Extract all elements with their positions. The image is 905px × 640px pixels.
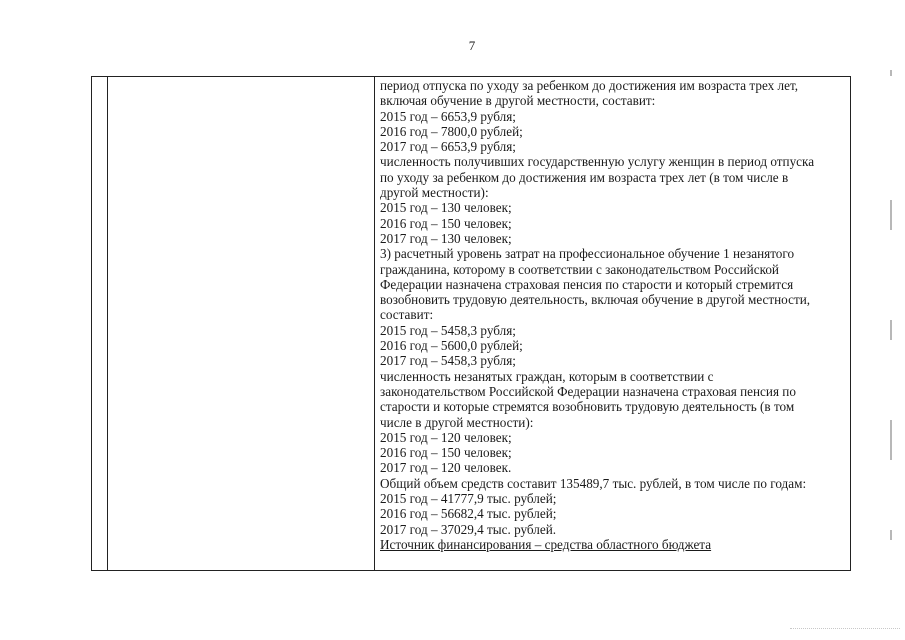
content-line: 3) расчетный уровень затрат на профессиональное обучение 1 незанятого: [380, 246, 795, 262]
content-line: 2015 год – 5458,3 рубля;: [380, 322, 516, 338]
content-line: 2015 год – 41777,9 тыс. рублей;: [380, 491, 557, 507]
scan-bottom-marks: [790, 628, 900, 631]
content-line: 2017 год – 6653,9 рубля;: [380, 139, 516, 155]
content-line: 2016 год – 7800,0 рублей;: [380, 123, 523, 139]
content-line: Источник финансирования – средства областного бюджета: [380, 536, 712, 552]
content-line: 2016 год – 5600,0 рублей;: [380, 338, 523, 354]
content-line: 2015 год – 130 человек;: [380, 200, 512, 216]
content-line: 2017 год – 120 человек.: [380, 460, 512, 476]
content-line: включая обучение в другой местности, составит:: [380, 93, 656, 109]
content-line: 2016 год – 56682,4 тыс. рублей;: [380, 506, 557, 522]
content-line: другой местности):: [380, 185, 489, 201]
page-number: 7: [468, 38, 476, 53]
content-line: возобновить трудовую деятельность, включая обучение в другой местности,: [380, 292, 811, 308]
content-line: 2016 год – 150 человек;: [380, 445, 512, 461]
content-line: числе в другой местности):: [380, 414, 534, 430]
content-line: Федерации назначена страховая пенсия по старости и который стремится: [380, 276, 794, 292]
content-line: 2015 год – 120 человек;: [380, 429, 512, 445]
content-line: численность получивших государственную услугу женщин в период отпуска: [380, 154, 815, 170]
content-line: 2016 год – 150 человек;: [380, 215, 512, 231]
content-line: законодательством Российской Федерации назначена страховая пенсия по: [380, 383, 796, 399]
scan-margin-marks: [890, 60, 894, 600]
content-line: 2017 год – 37029,4 тыс. рублей.: [380, 521, 557, 537]
content-line: по уходу за ребенком до достижения им возраста трех лет (в том числе в: [380, 169, 789, 185]
content-line: 2017 год – 130 человек;: [380, 230, 512, 246]
content-line: составит:: [380, 307, 434, 323]
table-cell-content: [380, 78, 848, 552]
content-line: период отпуска по уходу за ребенком до достижения им возраста трех лет,: [380, 78, 799, 93]
content-line: гражданина, которому в соответствии с законодательством Российской: [380, 261, 779, 277]
content-line: численность незанятых граждан, которым в соответствии с: [380, 368, 714, 384]
column-divider: [374, 77, 375, 570]
content-line: 2015 год – 6653,9 рубля;: [380, 108, 516, 124]
document-table: [91, 76, 851, 571]
content-line: 2017 год – 5458,3 рубля;: [380, 353, 516, 369]
content-line: Общий объем средств составит 135489,7 тыс. рублей, в том числе по годам:: [380, 475, 807, 491]
content-line: старости и которые стремятся возобновить трудовую деятельность (в том: [380, 399, 795, 415]
column-divider: [107, 77, 108, 570]
